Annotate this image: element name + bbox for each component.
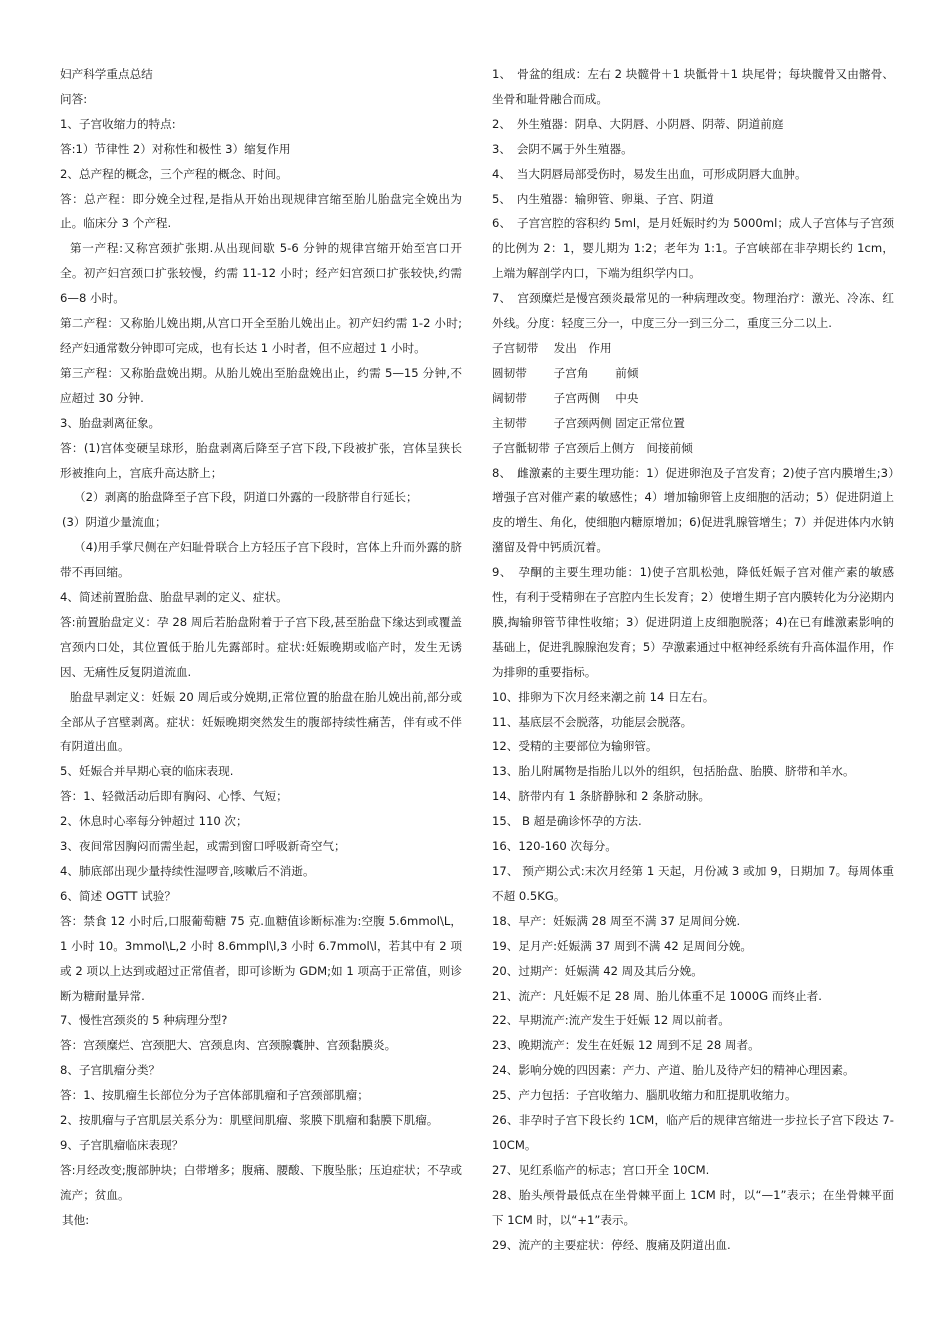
answer: 2、按肌瘤与子宫肌层关系分为：肌壁间肌瘤、浆膜下肌瘤和黏膜下肌瘤。 [60, 1113, 439, 1128]
question: 6、简述 OGTT 试验？ [60, 888, 176, 903]
list-item: 15、 B 超是确诊怀孕的方法. [492, 814, 642, 829]
list-item: 9、 孕酮的主要生理功能：1)使子宫肌松弛，降低妊娠子宫对催产素的敏感性，有利于受精卵在子宫腔内生长发育；2）使增生期子宫内膜转化为分泌期内膜,掏输卵管节律性收缩；3）促进阴道上皮细胞脱落；4)在已有雌激素影响的基础上，促进乳腺腺泡发育；5）孕激素通过中枢神经系统有升高体温作用，作为排卵的重要指标。 [492, 565, 894, 679]
ligament-table-row: 主韧带 子宫颈两侧 固定正常位置 [492, 415, 685, 430]
list-item: 16、120-160 次每分。 [492, 839, 617, 854]
answer: 答:前置胎盘定义：孕 28 周后若胎盘附着于子宫下段,甚至胎盘下缘达到或覆盖宫颈内口处，其位置低于胎儿先露部时。症状:妊娠晚期或临产时，发生无诱因、无痛性反复阴道流血. [60, 614, 462, 679]
list-item: 24、影响分娩的四因素：产力、产道、胎儿及待产妇的精神心理因素。 [492, 1063, 855, 1078]
list-item: 23、晚期流产：发生在妊娠 12 周到不足 28 周者。 [492, 1038, 760, 1053]
section-heading: 问答: [60, 91, 88, 106]
question: 8、子宫肌瘤分类？ [60, 1063, 161, 1078]
list-item: 17、 预产期公式:末次月经第 1 天起，月份减 3 或加 9，日期加 7。每周体重不超 0.5KG。 [492, 864, 894, 903]
ligament-table-row: 圆韧带 子宫角 前倾 [492, 365, 639, 380]
list-item: 6、 子宫宫腔的容积约 5ml，是月妊娠时约为 5000ml；成人子宫体与子宫颈的比例为 2：1，婴儿期为 1:2；老年为 1:1。子宫峡部在非孕期长约 1cm，上端为解剖学内口，下端为组织学内口。 [492, 216, 894, 281]
list-item: 12、受精的主要部位为输卵管。 [492, 739, 658, 754]
list-item: 1、 骨盆的组成：左右 2 块髋骨＋1 块骶骨＋1 块尾骨；每块髋骨又由髂骨、坐骨和耻骨融合而成。 [492, 67, 894, 106]
right-column [492, 62, 894, 1258]
answer: 答：宫颈糜烂、宫颈肥大、宫颈息肉、宫颈腺囊肿、宫颈黏膜炎。 [60, 1038, 397, 1053]
list-item: 10、排卵为下次月经来潮之前 14 日左右。 [492, 689, 715, 704]
list-item: 8、 雌激素的主要生理功能：1）促进卵泡及子宫发育；2)使子宫内膜增生;3）增强子宫对催产素的敏感性；4）增加输卵管上皮细胞的活动；5）促进阴道上皮的增生、角化，使细胞内糖原增加；6)促进乳腺管增生；7）并促进体内水钠潴留及骨中钙质沉着。 [492, 465, 894, 555]
list-item: 29、流产的主要症状：停经、腹痛及阴道出血. [492, 1237, 731, 1252]
list-item: 21、流产：凡妊娠不足 28 周、胎儿体重不足 1000G 而终止者. [492, 988, 822, 1003]
list-item: 4、 当大阴唇局部受伤时，易发生出血，可形成阴唇大血肿。 [492, 166, 807, 181]
list-item: 5、 内生殖器：输卵管、卵巢、子宫、阴道 [492, 191, 714, 206]
list-item: 19、足月产:妊娠满 37 周到不满 42 足周间分娩。 [492, 938, 753, 953]
ligament-table-row: 阔韧带 子宫两侧 中央 [492, 390, 639, 405]
list-item: 28、胎头颅骨最低点在坐骨棘平面上 1CM 时，以“—1”表示；在坐骨棘平面下 1CM 时，以“+1”表示。 [492, 1187, 894, 1227]
left-column [60, 62, 462, 1233]
list-item: 11、基底层不会脱落，功能层会脱落。 [492, 714, 693, 729]
list-item: 7、 宫颈糜烂是慢宫颈炎最常见的一种病理改变。物理治疗：激光、冷冻、红外线。分度：轻度三分一，中度三分一到三分二，重度三分二以上. [492, 291, 894, 331]
ligament-table-row: 子宫骶韧带 子宫颈后上侧方 间接前倾 [492, 440, 693, 455]
answer: 答:月经改变;腹部肿块；白带增多；腹痛、腰酸、下腹坠胀；压迫症状；不孕或流产；贫血。 [60, 1162, 463, 1202]
answer: 答:1）节律性 2）对称性和极性 3）缩复作用 [60, 141, 291, 156]
answer: 3、夜间常因胸闷而需坐起，或需到窗口呼吸新奇空气； [60, 839, 346, 854]
answer: 2、休息时心率每分钟超过 110 次； [60, 814, 248, 829]
answer: 第二产程：又称胎儿娩出期,从宫口开全至胎儿娩出止。初产妇约需 1-2 小时;经产妇通常数分钟即可完成，也有长达 1 小时者，但不应超过 1 小时。 [60, 316, 462, 355]
question: 1、子宫收缩力的特点: [60, 116, 176, 131]
doc-title: 妇产科学重点总结 [60, 67, 153, 81]
list-item: 27、见红系临产的标志；宫口开全 10CM. [492, 1162, 710, 1177]
question: 3、胎盘剥离征象。 [60, 415, 161, 430]
list-item: 20、过期产：妊娠满 42 周及其后分娩。 [492, 963, 703, 978]
list-item: 13、胎儿附属物是指胎儿以外的组织，包括胎盘、胎膜、脐带和羊水。 [492, 764, 855, 779]
list-item: 14、脐带内有 1 条脐静脉和 2 条脐动脉。 [492, 789, 711, 804]
list-item: 22、早期流产:流产发生于妊娠 12 周以前者。 [492, 1013, 730, 1028]
answer: 答：禁食 12 小时后,口服葡萄糖 75 克.血糖值诊断标准为:空腹 5.6mmol\L，1 小时 10。3mmol\L,2 小时 8.6mmpl\l,3 小时 6.7mmol\l，若其中有 2 项或 2 项以上达到或超过正常值者，即可诊断为 GDM;如 1 项高于正常值，则诊断为糖耐量异常. [60, 913, 462, 1003]
list-item: 25、产力包括：子宫收缩力、腦肌收缩力和肛提肌收缩力。 [492, 1088, 797, 1103]
answer: 第一产程:又称宫颈扩张期.从出现间歇 5-6 分钟的规律宫缩开始至宫口开全。初产妇宫颈口扩张较慢，约需 11-12 小时；经产妇宫颈口扩张较快,约需 6—8 小时。 [60, 241, 462, 306]
answer: 答：1、按肌瘤生长部位分为子宫体部肌瘤和子宫颈部肌瘤； [60, 1088, 369, 1103]
answer: 答：1、轻微活动后即有胸闷、心悸、气短； [60, 789, 288, 804]
list-item: 26、非孕时子宫下段长约 1CM，临产后的规律宫缩进一步拉长子宫下段达 7-10CM。 [492, 1113, 894, 1152]
answer: （2）剥离的胎盘降至子宫下段，阴道口外露的一段脐带自行延长； [74, 490, 418, 505]
question: 4、简述前置胎盘、胎盘早剥的定义、症状。 [60, 590, 288, 605]
answer: 4、肺底部出现少量持续性湿啰音,咳嗽后不消逝。 [60, 864, 315, 878]
list-item: 2、 外生殖器：阴阜、大阴唇、小阴唇、阴蒂、阴道前庭 [492, 116, 784, 131]
question: 5、妊娠合并早期心衰的临床表现. [60, 764, 234, 779]
answer: 答：(1)宫体变硬呈球形，胎盘剥离后降至子宫下段,下段被扩张，宫体呈狭长形被推向上，宫底升高达脐上； [60, 440, 462, 480]
question: 2、总产程的概念，三个产程的概念、时间。 [60, 166, 288, 181]
answer: （4)用手掌尺侧在产妇耻骨联合上方轻压子宫下段时，宫体上升而外露的脐带不再回缩。 [60, 540, 462, 580]
answer: (3）阴道少量流血； [62, 515, 167, 530]
list-item: 18、早产：妊娠满 28 周至不满 37 足周间分娩. [492, 913, 741, 928]
question: 7、慢性宫颈炎的 5 种病理分型? [60, 1013, 228, 1028]
answer: 答：总产程：即分娩全过程,是指从开始出现规律宫缩至胎儿胎盘完全娩出为止。临床分 3 个产程. [60, 191, 462, 231]
answer: 第三产程：又称胎盘娩出期。从胎儿娩出至胎盘娩出止，约需 5—15 分钟,不应超过 30 分钟. [60, 365, 462, 405]
list-item: 3、 会阴不属于外生殖器。 [492, 141, 633, 156]
question: 9、子宫肌瘤临床表现？ [60, 1137, 184, 1152]
section-heading: 其他: [62, 1212, 90, 1227]
ligament-table-header: 子宫韧带 发出 作用 [492, 340, 612, 355]
answer: 胎盘早剥定义：妊娠 20 周后或分娩期,正常位置的胎盘在胎儿娩出前,部分或全部从子宫壁剥离。症状：妊娠晚期突然发生的腹部持续性痛苦，伴有或不伴有阴道出血。 [60, 689, 462, 754]
